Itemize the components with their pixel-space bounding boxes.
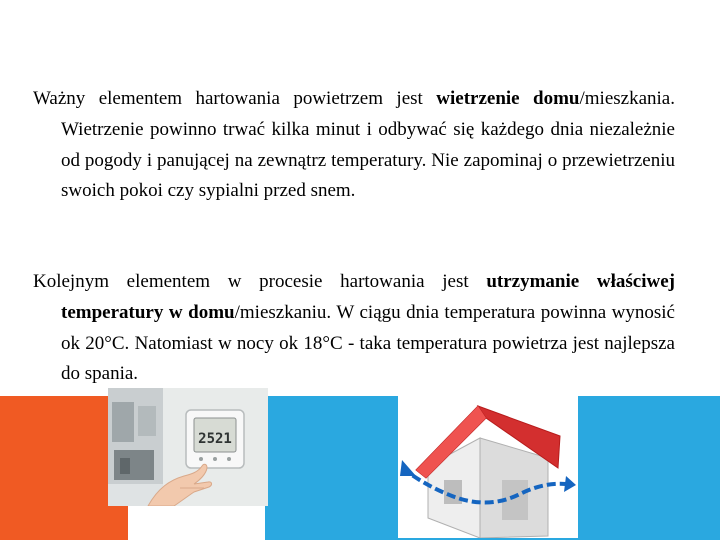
thermostat-display: 2521 xyxy=(198,431,232,447)
paragraph-airing xyxy=(33,84,675,207)
thermostat-photo xyxy=(108,388,268,506)
house-airflow-illustration xyxy=(398,388,578,538)
paragraph-airing-bold: wietrzenie domu xyxy=(436,88,580,109)
paragraph-temperature-intro: Kolejnym elementem w procesie hartowania jest xyxy=(33,271,469,292)
paragraph-airing-intro: Ważny elementem hartowania powietrzem jest xyxy=(33,88,423,109)
paragraph-temperature-bold: utrzymanie właściwej temperatury w domu xyxy=(61,271,675,323)
paragraph-temperature xyxy=(33,267,675,390)
paragraph-temperature-rest: /mieszkaniu. W ciągu dnia temperatura powinna wynosić ok 20°C. Natomiast w nocy ok 18°C - taka temperatura powietrza jest najlepsza do spania. xyxy=(61,301,675,385)
paragraph-airing-rest: /mieszkania. Wietrzenie powinno trwać kilka minut i odbywać się każdego dnia niezależnie od pogody i panującej na zewnątrz temperatury. Nie zapominaj o przewietrzeniu swoich pokoi czy sypialni przed snem. xyxy=(61,88,675,202)
